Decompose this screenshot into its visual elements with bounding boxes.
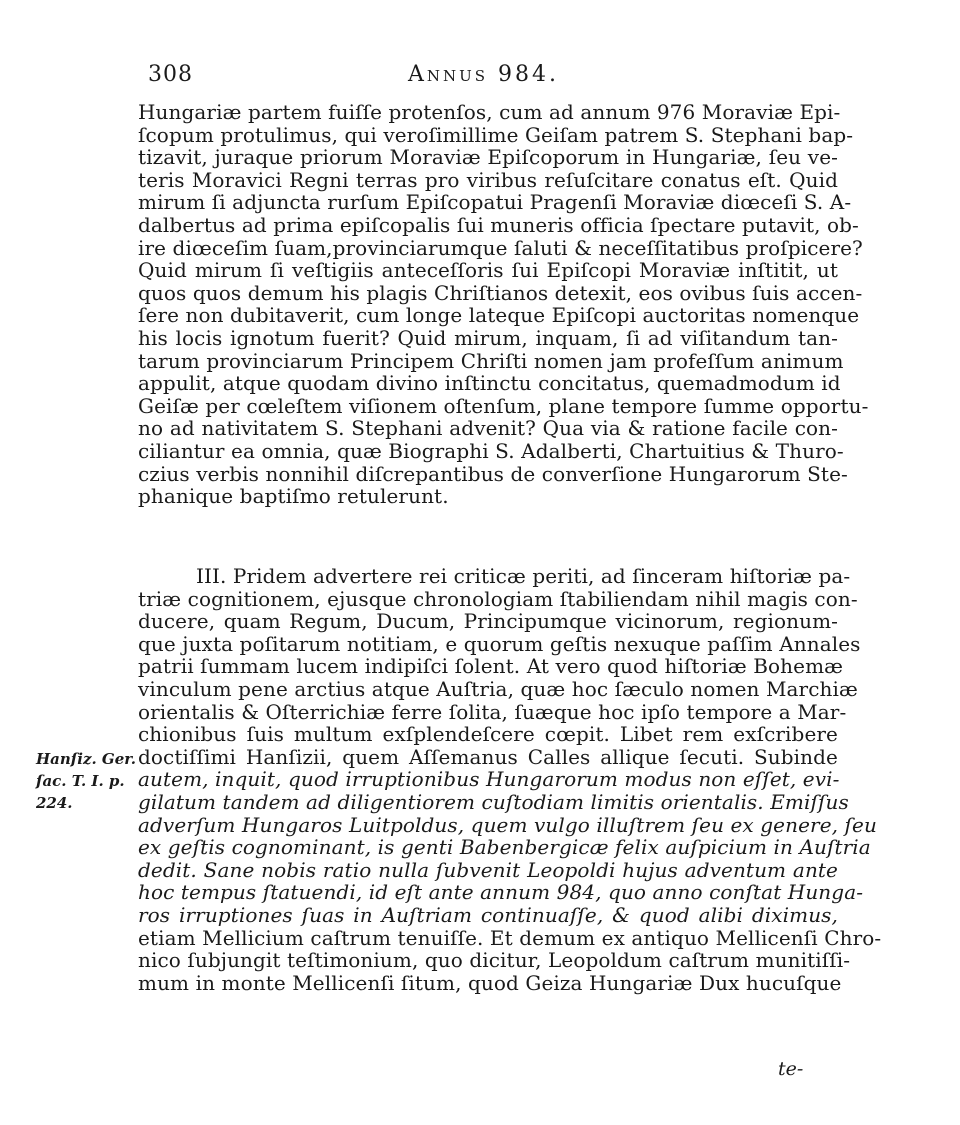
text-line: his locis ignotum fuerit? Quid mirum, inquam, ſi ad viſitandum tan- (138, 325, 838, 350)
text-line: triæ cognitionem, ejusque chronologiam ſtabiliendam nihil magis con- (138, 586, 858, 611)
text-line: appulit, atque quodam divino inſtinctu concitatus, quemadmodum id (138, 371, 841, 396)
text-line: nico ſubjungit teſtimonium, quo dicitur, Leopoldum caſtrum munitiſſi- (138, 948, 851, 973)
running-title: Annus 984. (408, 62, 560, 87)
text-line: patrii ſummam lucem indipiſci ſolent. At vero quod hiſtoriæ Bohemæ (138, 654, 844, 679)
text-line: mirum ſi adjuncta rurſum Epiſcopatui Pragenſi Moraviæ diœceſi S. A- (138, 190, 852, 215)
text-line: ſere non dubitaverit, cum longe lateque Epiſcopi auctoritas nomenque (138, 303, 860, 328)
text-line: adverſum Hungaros Luitpoldus, quem vulgo illuſtrem ſeu ex genere, ſeu (138, 812, 877, 837)
text-line: III. Pridem advertere rei criticæ periti, ad ſinceram hiſtoriæ pa- (196, 564, 851, 588)
text-line: chionibus ſuis multum exſplendeſcere cœpit. Libet rem exſcribere (138, 722, 838, 747)
page-header (148, 62, 838, 92)
page-number: 308 (148, 62, 193, 87)
text-line: teris Moravici Regni terras pro viribus reſuſcitare conatus eſt. Quid (138, 167, 838, 192)
text-line: doctiſſimi Hanſizii, quem Aſſemanus Calles allique ſecuti. Subinde (138, 744, 838, 769)
text-line: gilatum tandem ad diligentiorem cuſtodiam limitis orientalis. Emiſſus (138, 789, 849, 814)
text-line: tarum provinciarum Principem Chriſti nomen jam profeſſum animum (138, 348, 844, 373)
text-line: hoc tempus ſtatuendi, id eſt ante annum 984, quo anno conſtat Hunga- (138, 880, 864, 905)
margin-note-line: ſac. T. I. p. (36, 772, 125, 790)
text-line: ex geſtis cognominant, is genti Babenbergicæ felix auſpicium in Auſtria (138, 835, 871, 860)
paragraph-2 (138, 564, 882, 995)
catchword: te- (778, 1058, 804, 1080)
text-line: no ad nativitatem S. Stephani advenit? Qua via & ratione facile con- (138, 416, 838, 441)
text-line: autem, inquit, quod irruptionibus Hungarorum modus non eſſet, evi- (138, 767, 840, 792)
text-line: tizavit, juraque priorum Moraviæ Epiſcoporum in Hungariæ, ſeu ve- (138, 145, 838, 170)
text-line: Geiſæ per cœleſtem viſionem oſtenſum, plane tempore ſumme opportu- (138, 393, 869, 418)
paragraph-1 (138, 100, 869, 509)
text-line: orientalis & Oſterrichiæ ferre ſolita, ſuæque hoc ipſo tempore a Mar- (138, 699, 847, 724)
text-line: Quid mirum ſi veſtigiis anteceſſoris ſui Epiſcopi Moraviæ inſtitit, ut (138, 258, 838, 283)
text-line: ciliantur ea omnia, quæ Biographi S. Adalberti, Chartuitius & Thuro- (138, 438, 844, 463)
text-line: quos quos demum his plagis Chriſtianos detexit, eos ovibus ſuis accen- (138, 280, 863, 305)
text-line: Hungariæ partem fuiſſe protenſos, cum ad annum 976 Moraviæ Epi- (138, 100, 841, 124)
text-line: czius verbis nonnihil diſcrepantibus de converſione Hungarorum Ste- (138, 461, 848, 486)
text-line: ſcopum protulimus, qui veroſimillime Geiſam patrem S. Stephani bap- (138, 122, 854, 147)
margin-note (36, 748, 136, 814)
text-line: vinculum pene arctius atque Auſtria, quæ hoc ſæculo nomen Marchiæ (138, 676, 858, 701)
margin-note-line: 224. (36, 794, 73, 812)
text-line: dalbertus ad prima epiſcopalis ſui muneris officia ſpectare putavit, ob- (138, 212, 859, 237)
text-line: mum in monte Mellicenſi ſitum, quod Geiza Hungariæ Dux hucuſque (138, 970, 842, 995)
text-line: phanique baptiſmo retulerunt. (138, 484, 449, 509)
text-line: que juxta poſitarum notitiam, e quorum geſtis nexuque paſſim Annales (138, 631, 861, 656)
text-line: ire diœceſim ſuam,provinciarumque ſaluti & neceſſitatibus proſpicere? (138, 235, 863, 260)
text-line: ducere, quam Regum, Ducum, Principumque vicinorum, regionum- (138, 609, 838, 634)
text-line: dedit. Sane nobis ratio nulla ſubvenit Leopoldi hujus adventum ante (138, 857, 838, 882)
text-line: etiam Mellicium caſtrum tenuiſſe. Et demum ex antiquo Mellicenſi Chro- (138, 925, 882, 950)
margin-note-line: Hanſiz. Ger. (36, 750, 137, 768)
text-line: ros irruptiones ſuas in Auſtriam continuaſſe, & quod alibi diximus, (138, 902, 838, 927)
